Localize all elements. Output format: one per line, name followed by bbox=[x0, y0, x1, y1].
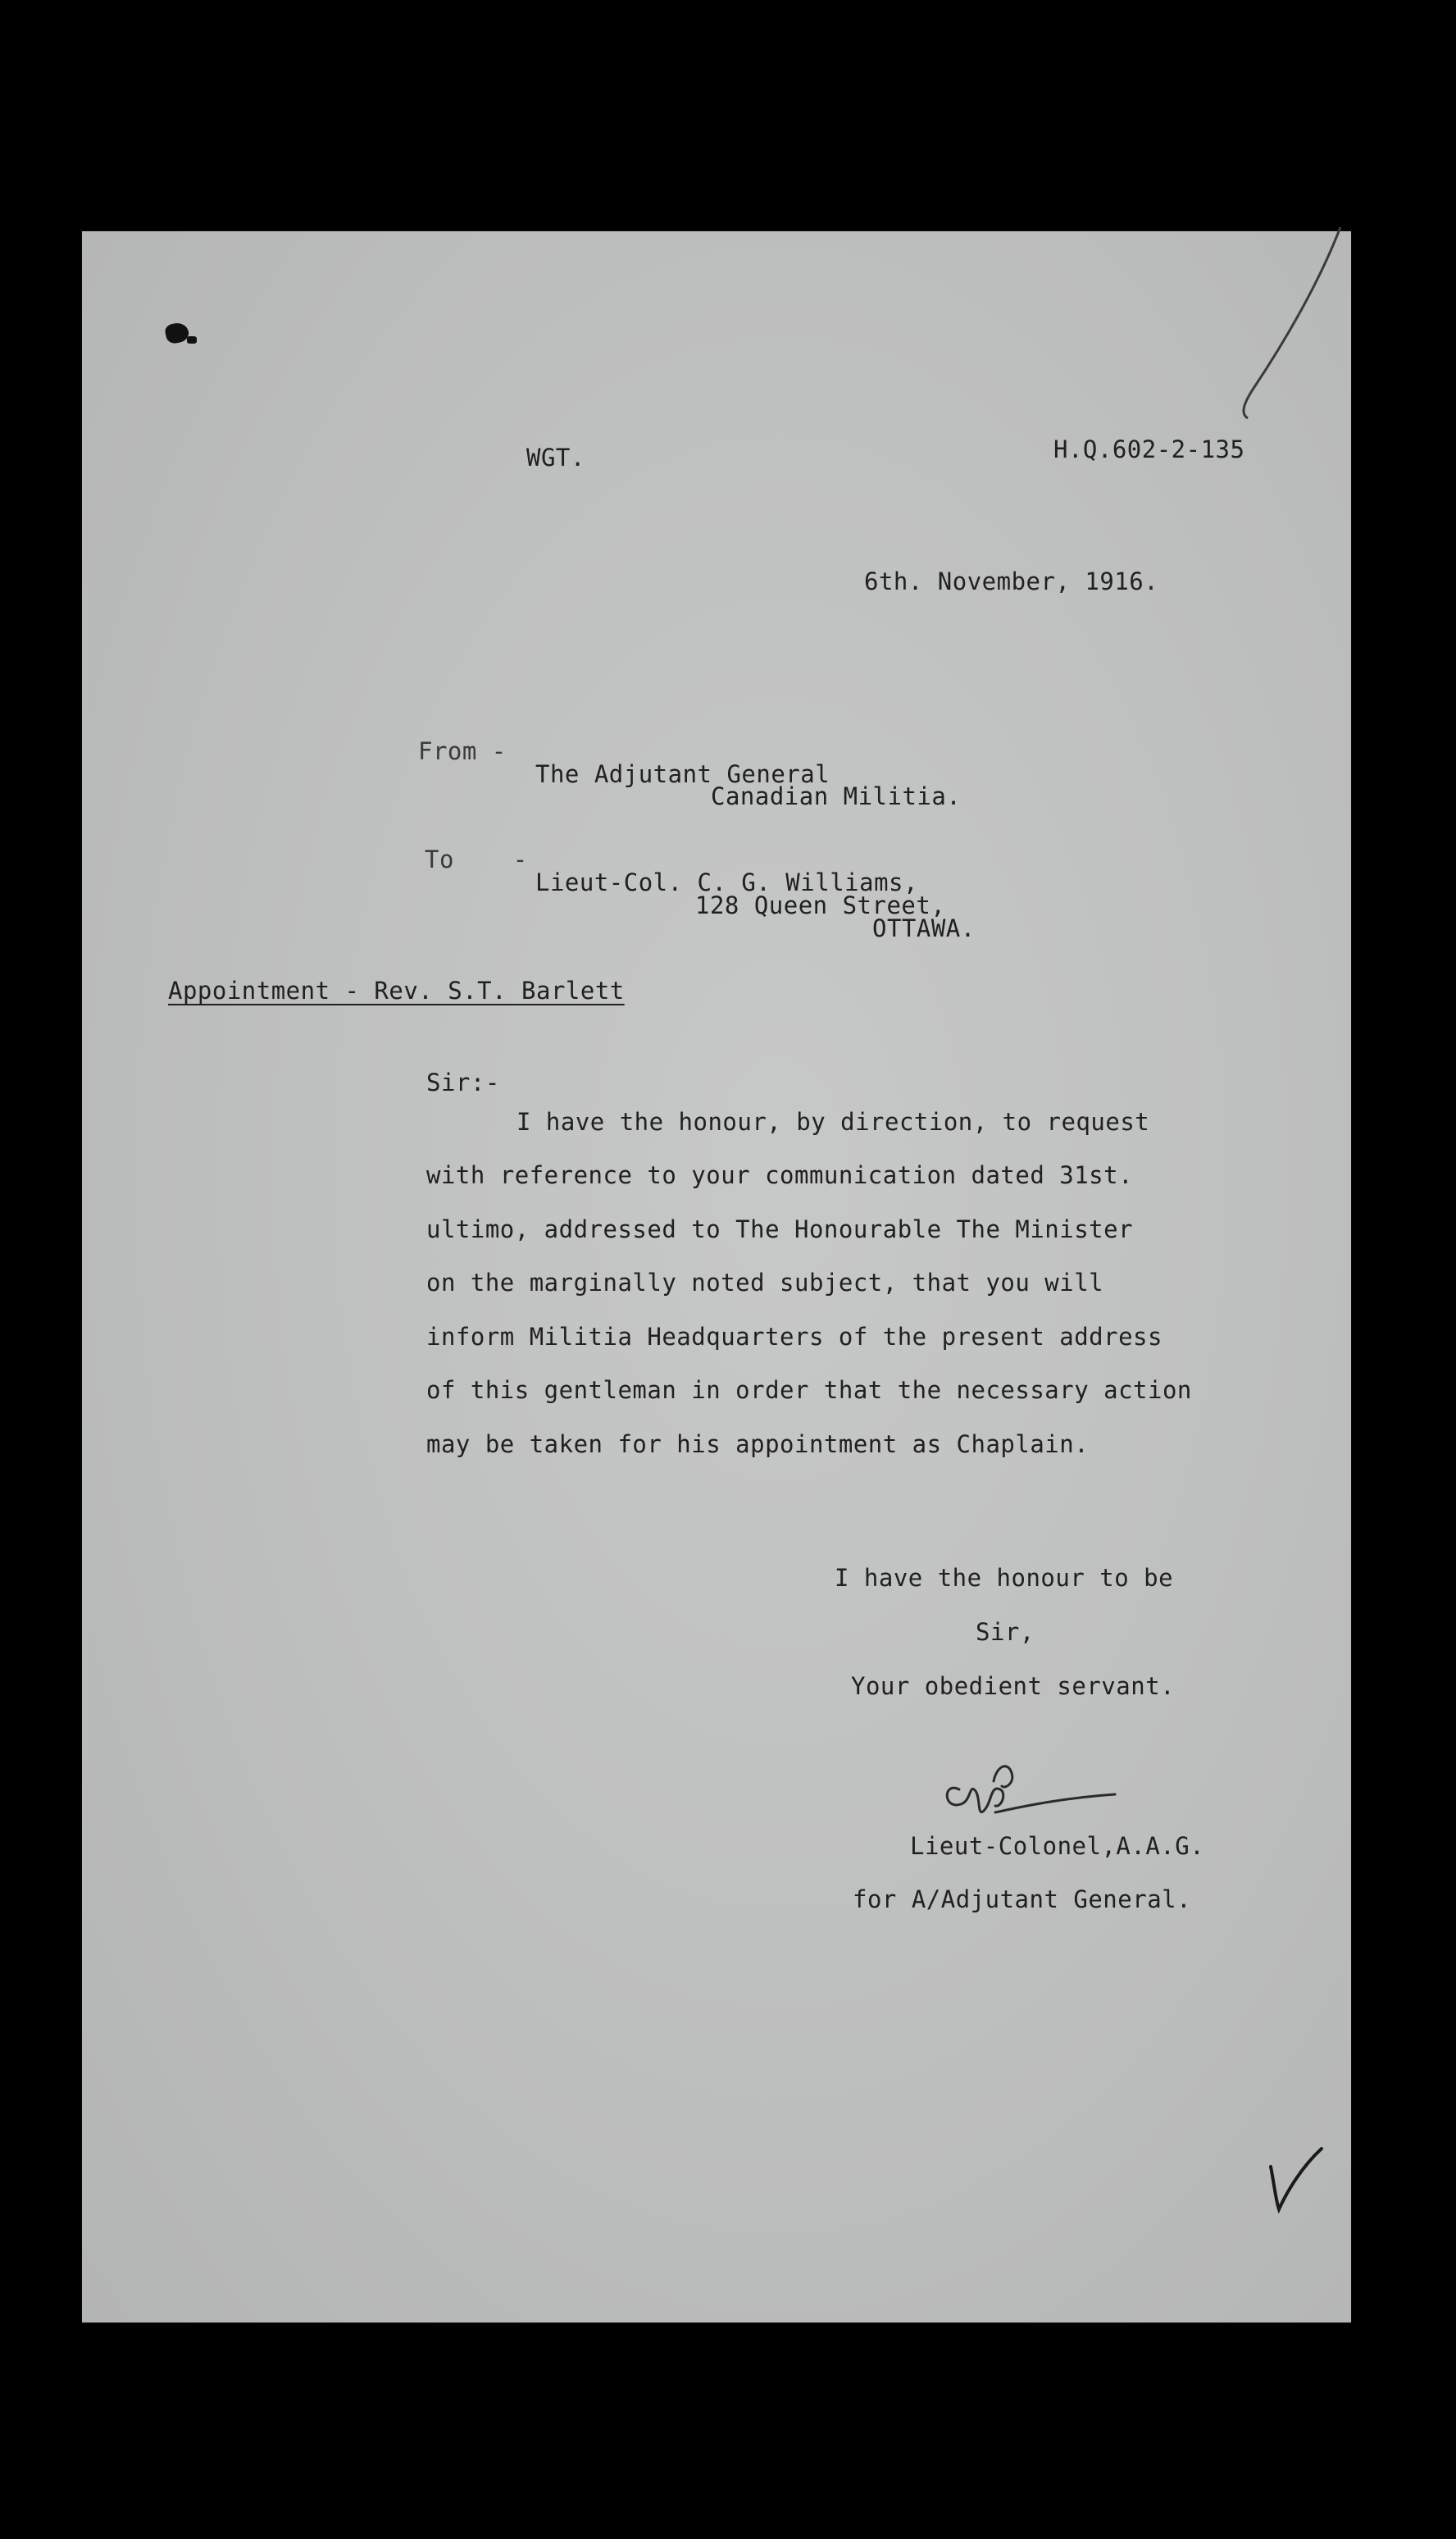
signatory-for: for A/Adjutant General. bbox=[853, 1885, 1192, 1913]
from-line-2: Canadian Militia. bbox=[711, 782, 962, 810]
closing-line-3: Your obedient servant. bbox=[851, 1672, 1176, 1700]
signature-icon bbox=[926, 1732, 1140, 1830]
to-label: To - bbox=[425, 846, 528, 873]
file-number: H.Q.602-2-135 bbox=[1053, 435, 1245, 463]
pencil-stroke-icon bbox=[1148, 231, 1361, 444]
body-line-5: inform Militia Headquarters of the present address bbox=[426, 1323, 1163, 1351]
check-mark-icon bbox=[1263, 2142, 1328, 2216]
closing-line-2: Sir, bbox=[976, 1618, 1035, 1646]
body-line-1: I have the honour, by direction, to request bbox=[516, 1108, 1150, 1136]
from-label: From - bbox=[418, 737, 507, 765]
ink-blot-fragment bbox=[187, 336, 197, 344]
salutation: Sir:- bbox=[426, 1069, 500, 1096]
signatory-title: Lieut-Colonel,A.A.G. bbox=[910, 1832, 1205, 1860]
clerk-initials: WGT. bbox=[526, 444, 585, 472]
letter-date: 6th. November, 1916. bbox=[864, 568, 1159, 595]
to-line-2: 128 Queen Street, bbox=[695, 891, 946, 919]
closing-line-1: I have the honour to be bbox=[835, 1564, 1174, 1592]
from-line-1: The Adjutant General bbox=[535, 760, 830, 788]
letter-page bbox=[82, 231, 1351, 2322]
to-line-3: OTTAWA. bbox=[872, 914, 976, 942]
body-line-7: may be taken for his appointment as Chaplain. bbox=[426, 1430, 1090, 1458]
body-line-3: ultimo, addressed to The Honourable The Minister bbox=[426, 1215, 1134, 1243]
subject-line: Appointment - Rev. S.T. Barlett bbox=[168, 977, 625, 1005]
body-line-6: of this gentleman in order that the necessary action bbox=[426, 1376, 1192, 1404]
to-line-1: Lieut-Col. C. G. Williams, bbox=[535, 868, 918, 896]
body-line-2: with reference to your communication dated 31st. bbox=[426, 1161, 1134, 1189]
body-line-4: on the marginally noted subject, that you will bbox=[426, 1269, 1104, 1297]
